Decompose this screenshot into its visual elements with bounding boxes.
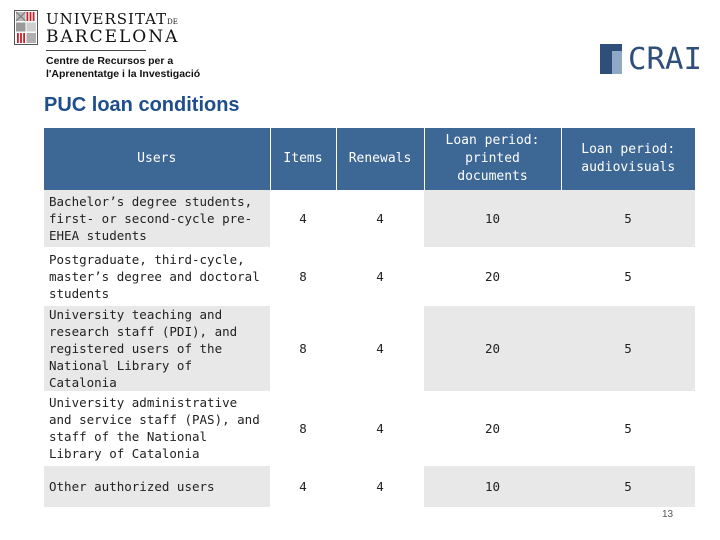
items-cell: 8 <box>270 247 336 305</box>
audiovisual-period-cell: 5 <box>561 190 695 247</box>
crai-logo <box>596 38 706 78</box>
renewals-cell: 4 <box>336 305 424 391</box>
page-number: 13 <box>662 509 674 520</box>
shield-icon <box>14 10 38 46</box>
renewals-cell: 4 <box>336 465 424 507</box>
users-cell: University administrative and service staff (PAS), and staff of the National Library of Catalonia <box>44 391 270 465</box>
table-row <box>44 391 695 465</box>
renewals-cell: 4 <box>336 247 424 305</box>
column-header-items: Items <box>270 128 336 190</box>
printed-period-cell: 20 <box>424 305 561 391</box>
logo-divider <box>46 50 146 51</box>
university-logo <box>12 8 212 82</box>
items-cell: 8 <box>270 305 336 391</box>
table-header-row <box>44 128 695 190</box>
audiovisual-period-cell: 5 <box>561 305 695 391</box>
university-name-line2: BARCELONA <box>46 27 180 47</box>
users-cell: University teaching and research staff (PDI), and registered users of the National Library of Catalonia <box>44 305 270 391</box>
svg-text:CRAI: CRAI <box>628 42 702 77</box>
renewals-cell: 4 <box>336 190 424 247</box>
page-title: PUC loan conditions <box>44 94 240 116</box>
printed-period-cell: 10 <box>424 465 561 507</box>
loan-conditions-table <box>44 128 695 508</box>
printed-period-cell: 20 <box>424 391 561 465</box>
unit-name-line1: Centre de Recursos per a <box>46 55 174 67</box>
column-header-audiovisuals: Loan period: audiovisuals <box>561 128 695 190</box>
items-cell: 8 <box>270 391 336 465</box>
column-header-printed: Loan period: printed documents <box>424 128 561 190</box>
printed-period-cell: 10 <box>424 190 561 247</box>
users-cell: Other authorized users <box>44 465 270 507</box>
table-row <box>44 247 695 305</box>
items-cell: 4 <box>270 190 336 247</box>
unit-name-line2: l'Aprenentatge i la Investigació <box>46 68 201 80</box>
university-name-line1: UNIVERSITATDE <box>46 10 178 28</box>
audiovisual-period-cell: 5 <box>561 247 695 305</box>
column-header-users: Users <box>44 128 270 190</box>
table-row <box>44 305 695 391</box>
users-cell: Bachelor’s degree students, first- or second-cycle pre-EHEA students <box>44 190 270 247</box>
items-cell: 4 <box>270 465 336 507</box>
table-row <box>44 190 695 247</box>
printed-period-cell: 20 <box>424 247 561 305</box>
audiovisual-period-cell: 5 <box>561 465 695 507</box>
renewals-cell: 4 <box>336 391 424 465</box>
users-cell: Postgraduate, third-cycle, master’s degree and doctoral students <box>44 247 270 305</box>
table-row <box>44 465 695 507</box>
column-header-renewals: Renewals <box>336 128 424 190</box>
audiovisual-period-cell: 5 <box>561 391 695 465</box>
